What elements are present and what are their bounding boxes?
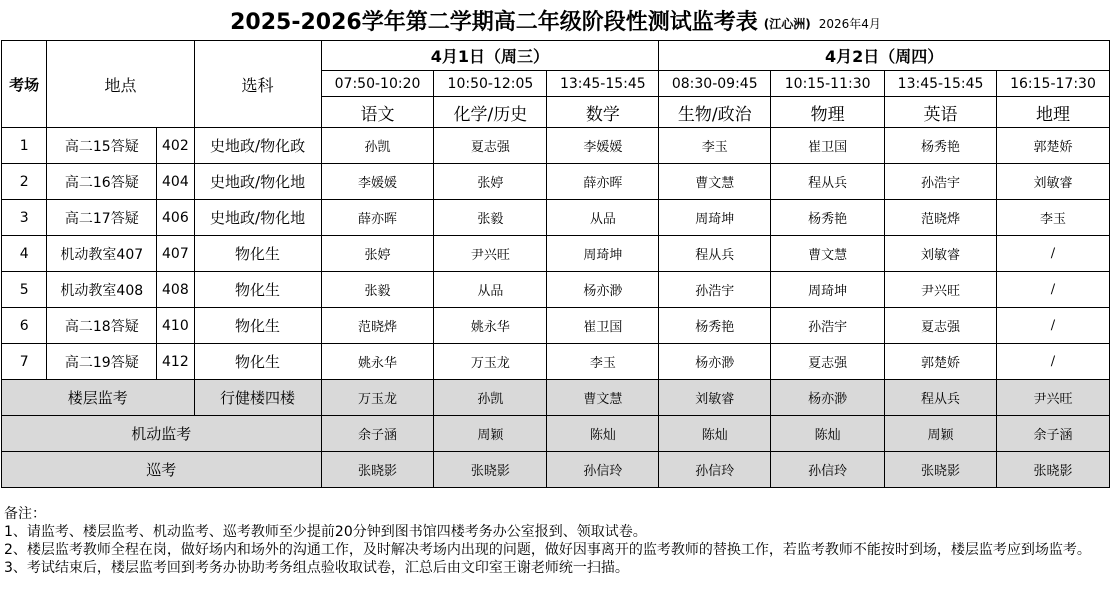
- proctor-name: 杨秀艳: [885, 128, 997, 164]
- proctor-name: 尹兴旺: [885, 272, 997, 308]
- proctor-name: 夏志强: [434, 128, 547, 164]
- note-item: 2、楼层监考教师全程在岗，做好场内和场外的沟通工作，及时解决考场内出现的问题，做好因事离开的监考教师的替换工作，若监考教师不能按时到场，楼层监考应到场监考。: [4, 542, 1091, 558]
- elective-combo: 史地政/物化地: [194, 200, 321, 236]
- exam-location: 高二19答疑: [47, 344, 157, 380]
- proctor-name: 孙信玲: [771, 452, 885, 488]
- exam-room-number: 7: [2, 344, 47, 380]
- proctor-name: 尹兴旺: [996, 380, 1109, 416]
- table-row: [2, 164, 1110, 200]
- exam-room-number: 4: [2, 236, 47, 272]
- proctor-name: /: [996, 236, 1109, 272]
- proctor-name: 孙信玲: [547, 452, 659, 488]
- table-row: [2, 344, 1110, 380]
- elective-combo: 物化生: [194, 308, 321, 344]
- proctor-name: 杨亦渺: [771, 380, 885, 416]
- proctor-name: 刘敏睿: [659, 380, 771, 416]
- mobile-proctor-label: 机动监考: [2, 416, 322, 452]
- exam-room-number: 3: [2, 200, 47, 236]
- proctor-name: 周颖: [434, 416, 547, 452]
- proctor-name: 薛亦晖: [321, 200, 434, 236]
- elective-combo: 物化生: [194, 236, 321, 272]
- session-subject: 数学: [547, 97, 659, 128]
- proctor-name: 范晓烨: [321, 308, 434, 344]
- proctor-name: 张晓影: [321, 452, 434, 488]
- session-subject: 物理: [771, 97, 885, 128]
- note-item: 3、考试结束后，楼层监考回到考务办协助考务组点验收取试卷，汇总后由文印室王谢老师统一扫描。: [4, 560, 629, 576]
- proctor-name: 万玉龙: [434, 344, 547, 380]
- floor-proctor-label: 楼层监考: [2, 380, 195, 416]
- date-label: 2026年4月: [818, 16, 881, 31]
- proctor-name: /: [996, 344, 1109, 380]
- elective-combo: 物化生: [194, 344, 321, 380]
- proctor-name: 余子涵: [321, 416, 434, 452]
- header-exam-room: 考场: [2, 41, 47, 128]
- proctor-name: 夏志强: [885, 308, 997, 344]
- proctor-name: 从品: [547, 200, 659, 236]
- proctor-name: 张毅: [321, 272, 434, 308]
- session-time: 07:50-10:20: [321, 71, 434, 97]
- exam-location: 机动教室408: [47, 272, 157, 308]
- session-time: 08:30-09:45: [659, 71, 771, 97]
- proctor-name: 曹文慧: [659, 164, 771, 200]
- proctor-name: 李媛媛: [321, 164, 434, 200]
- proctor-name: /: [996, 308, 1109, 344]
- elective-combo: 物化生: [194, 272, 321, 308]
- proctor-name: 张晓影: [434, 452, 547, 488]
- header-day1: 4月1日（周三）: [321, 41, 659, 71]
- proctor-name: 杨亦渺: [659, 344, 771, 380]
- proctor-name: 孙浩宇: [771, 308, 885, 344]
- proctor-name: 周颖: [885, 416, 997, 452]
- exam-location: 高二17答疑: [47, 200, 157, 236]
- proctor-name: 杨亦渺: [547, 272, 659, 308]
- room-number: 402: [157, 128, 194, 164]
- proctor-name: 陈灿: [659, 416, 771, 452]
- proctor-name: 从品: [434, 272, 547, 308]
- notes-section: [4, 505, 1108, 577]
- proctor-name: /: [996, 272, 1109, 308]
- proctor-schedule-table: [1, 40, 1110, 488]
- proctor-name: 张毅: [434, 200, 547, 236]
- page-title: 2025-2026学年第二学期高二年级阶段性测试监考表: [230, 9, 758, 35]
- room-number: 408: [157, 272, 194, 308]
- table-row: [2, 308, 1110, 344]
- notes-heading: 备注：: [4, 506, 46, 522]
- header-row-dates: [2, 41, 1110, 71]
- proctor-name: 陈灿: [771, 416, 885, 452]
- proctor-name: 崔卫国: [771, 128, 885, 164]
- patrol-row: [2, 452, 1110, 488]
- header-elective: 选科: [194, 41, 321, 128]
- proctor-name: 姚永华: [434, 308, 547, 344]
- proctor-name: 程从兵: [771, 164, 885, 200]
- proctor-name: 姚永华: [321, 344, 434, 380]
- elective-combo: 史地政/物化政: [194, 128, 321, 164]
- exam-room-number: 2: [2, 164, 47, 200]
- exam-location: 高二15答疑: [47, 128, 157, 164]
- header-day2: 4月2日（周四）: [659, 41, 1110, 71]
- room-number: 410: [157, 308, 194, 344]
- session-time: 16:15-17:30: [996, 71, 1109, 97]
- proctor-name: 孙凯: [434, 380, 547, 416]
- proctor-name: 杨秀艳: [771, 200, 885, 236]
- proctor-name: 杨秀艳: [659, 308, 771, 344]
- exam-room-number: 6: [2, 308, 47, 344]
- table-row: [2, 236, 1110, 272]
- table-row: [2, 272, 1110, 308]
- proctor-name: 张婷: [434, 164, 547, 200]
- patrol-label: 巡考: [2, 452, 322, 488]
- session-time: 10:15-11:30: [771, 71, 885, 97]
- exam-location: 高二16答疑: [47, 164, 157, 200]
- campus-label: (江心洲): [763, 16, 811, 31]
- proctor-name: 万玉龙: [321, 380, 434, 416]
- room-number: 407: [157, 236, 194, 272]
- room-number: 406: [157, 200, 194, 236]
- proctor-name: 曹文慧: [771, 236, 885, 272]
- proctor-name: 孙信玲: [659, 452, 771, 488]
- proctor-name: 刘敏睿: [996, 164, 1109, 200]
- note-item: 1、请监考、楼层监考、机动监考、巡考教师至少提前20分钟到图书馆四楼考务办公室报到、领取试卷。: [4, 524, 647, 540]
- session-subject: 语文: [321, 97, 434, 128]
- proctor-name: 范晓烨: [885, 200, 997, 236]
- proctor-name: 刘敏睿: [885, 236, 997, 272]
- proctor-name: 张晓影: [885, 452, 997, 488]
- table-row: [2, 200, 1110, 236]
- proctor-name: 周琦坤: [547, 236, 659, 272]
- proctor-name: 曹文慧: [547, 380, 659, 416]
- elective-combo: 史地政/物化地: [194, 164, 321, 200]
- session-subject: 英语: [885, 97, 997, 128]
- proctor-name: 程从兵: [659, 236, 771, 272]
- proctor-name: 张婷: [321, 236, 434, 272]
- proctor-name: 郭楚娇: [996, 128, 1109, 164]
- floor-building: 行健楼四楼: [194, 380, 321, 416]
- session-time: 10:50-12:05: [434, 71, 547, 97]
- session-time: 13:45-15:45: [547, 71, 659, 97]
- proctor-name: 崔卫国: [547, 308, 659, 344]
- exam-room-number: 5: [2, 272, 47, 308]
- proctor-name: 孙浩宇: [659, 272, 771, 308]
- table-row: [2, 128, 1110, 164]
- proctor-name: 孙凯: [321, 128, 434, 164]
- session-time: 13:45-15:45: [885, 71, 997, 97]
- proctor-name: 陈灿: [547, 416, 659, 452]
- header-location: 地点: [47, 41, 194, 128]
- proctor-name: 张晓影: [996, 452, 1109, 488]
- exam-room-number: 1: [2, 128, 47, 164]
- exam-location: 高二18答疑: [47, 308, 157, 344]
- session-subject: 化学/历史: [434, 97, 547, 128]
- proctor-name: 李玉: [659, 128, 771, 164]
- exam-location: 机动教室407: [47, 236, 157, 272]
- room-number: 404: [157, 164, 194, 200]
- title-bar: [0, 0, 1111, 40]
- proctor-name: 尹兴旺: [434, 236, 547, 272]
- session-subject: 地理: [996, 97, 1109, 128]
- proctor-name: 夏志强: [771, 344, 885, 380]
- proctor-name: 余子涵: [996, 416, 1109, 452]
- proctor-name: 孙浩宇: [885, 164, 997, 200]
- proctor-name: 周琦坤: [659, 200, 771, 236]
- proctor-name: 李玉: [996, 200, 1109, 236]
- proctor-name: 程从兵: [885, 380, 997, 416]
- mobile-proctor-row: [2, 416, 1110, 452]
- proctor-name: 李玉: [547, 344, 659, 380]
- room-number: 412: [157, 344, 194, 380]
- proctor-name: 周琦坤: [771, 272, 885, 308]
- session-subject: 生物/政治: [659, 97, 771, 128]
- proctor-name: 李媛媛: [547, 128, 659, 164]
- proctor-name: 郭楚娇: [885, 344, 997, 380]
- proctor-name: 薛亦晖: [547, 164, 659, 200]
- floor-proctor-row: [2, 380, 1110, 416]
